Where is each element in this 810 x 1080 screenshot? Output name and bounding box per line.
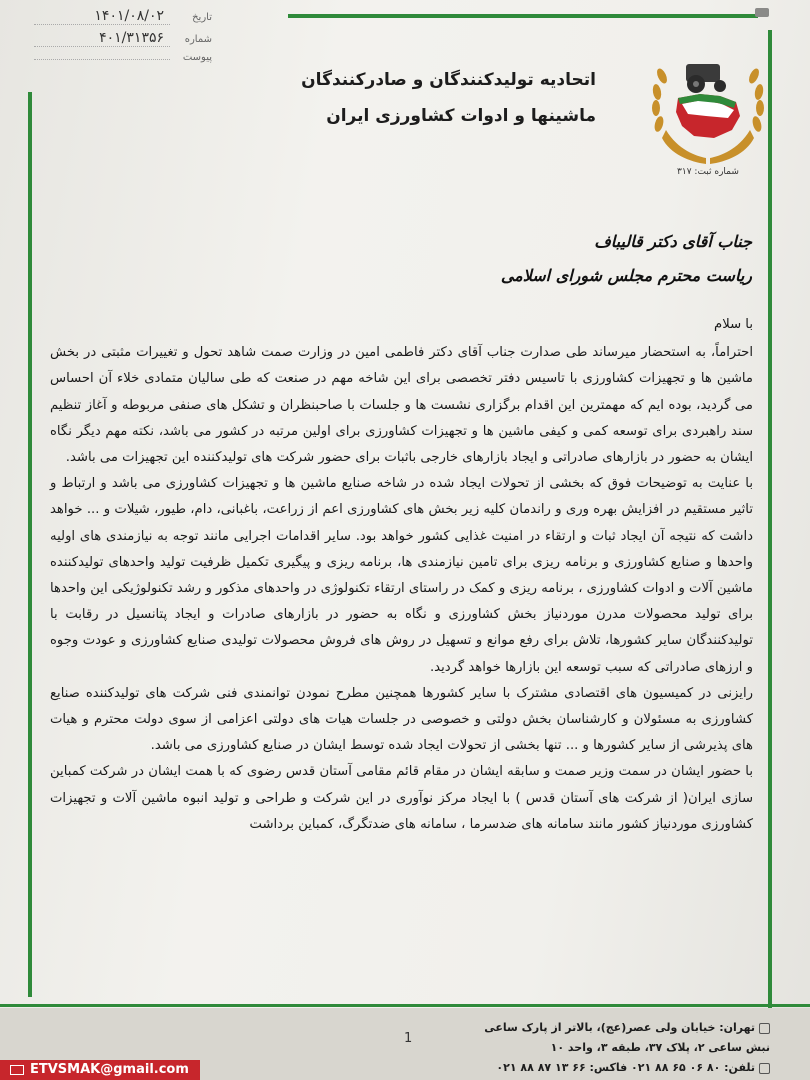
paragraph: احتراماً، به استحضار میرساند طی صدارت جناب آقای دکتر فاطمی امین در وزارت صمت شاهد تحول و تغییرات مثبتی در بخش ماشین ها و تجهیزات کشاورزی با تاسیس دفتر تخصصی برای این شاخه مهم در صنعت که طی سالیان متمادی خلاء آن احساس می گردید، بوده ایم که مهمترین این اقدام برگزاری نشست ها و جلسات با صاحبنظران و تشکل های صنفی مربوطه و آغاز تنظیم سند راهبردی برای توسعه کمی و کیفی ماشین ها و تجهیزات کشاورزی برای اولین مرتبه در کشور می باشد، نکته مهم دیگر نگاه ایشان به حضور در بازارهای صادراتی و ایجاد بازارهای خارجی باثبات برای حضور شرکت های تولیدکننده این تجهیزات می باشد.: [50, 345, 753, 466]
attachment-label: پیوست: [182, 52, 212, 63]
top-green-rule: [288, 14, 758, 18]
date-value: ۱۴۰۱/۰۸/۰۲: [34, 8, 170, 25]
number-value: ۴۰۱/۳۱۳۵۶: [34, 30, 170, 47]
phone-line: [470, 1058, 770, 1078]
phone-line-text: تلفن: ۸۰ ۰۶ ۶۵ ۸۸ ۰۲۱ فاکس: ۶۶ ۱۳ ۸۷ ۸۸ ۰۲۱: [496, 1061, 755, 1074]
email-address[interactable]: ETVSMAK@gmail.com: [30, 1062, 189, 1077]
union-name-line-1: اتحادیه تولیدکنندگان و صادرکنندگان: [301, 70, 596, 90]
number-row: [22, 30, 212, 52]
date-label: تاریخ: [192, 12, 212, 23]
footer-green-rule: [0, 1004, 810, 1007]
addressee: [152, 225, 752, 293]
registration-number: شماره ثبت: ۳۱۷: [677, 167, 739, 176]
attachment-value: [34, 59, 170, 60]
union-name: [176, 62, 596, 134]
right-green-rule: [768, 30, 772, 1030]
mail-icon: [10, 1065, 24, 1075]
location-icon: [759, 1023, 770, 1034]
greeting: با سلام: [714, 317, 753, 332]
number-label: شماره: [184, 34, 212, 45]
address-line-2: نبش ساعی ۲، پلاک ۳۷، طبقه ۳، واحد ۱۰: [550, 1041, 770, 1054]
top-corner-mark: [755, 8, 769, 17]
union-logo: [648, 46, 768, 176]
footer-address: [470, 1018, 770, 1078]
left-green-rule: [28, 92, 32, 997]
iran-map-icon: [676, 94, 740, 138]
date-row: [22, 8, 212, 30]
union-name-line-2: ماشینها و ادوات کشاورزی ایران: [326, 106, 596, 126]
addressee-name: جناب آقای دکتر قالیباف: [594, 232, 752, 251]
addressee-title: ریاست محترم مجلس شورای اسلامی: [500, 266, 752, 285]
page-number: 1: [404, 1031, 413, 1046]
paragraph: رایزنی در کمیسیون های اقتصادی مشترک با سایر کشورها همچنین مطرح نمودن توانمندی فنی شرکت های تولیدکننده صنایع کشاورزی به مسئولان و کارشناسان بخش دولتی و خصوصی در جلسات هیات های دولتی اعزامی از سوی دولت محترم و هیات های پذیرشی از سایر کشورها و ... تنها بخشی از تحولات ایجاد شده توسط ایشان در صنایع کشاورزی می باشد.: [50, 685, 753, 754]
paragraph: با عنایت به توضیحات فوق که بخشی از تحولات ایجاد شده در شاخه صنایع ماشین ها و تجهیزات کشاورزی می باشد و ارتباط و تاثیر مستقیم در افزایش بهره وری و راندمان کلیه زیر بخش های کشاورزی اعم از زراعت، باغبانی، دام، طیور، شیلات و ... خواهد داشت که نتیجه آن ایجاد ثبات و ارتقاء در امنیت غذایی کشور خواهد بود. سایر اقدامات اجرایی مانند توجه به نیازمندی های اولیه واحدها و صنایع کشاورزی و برنامه ریزی برای تامین نیازمندی ها، برنامه ریزی و پیگیری تکمیل ظرفیت تولید واحدهای تولیدکننده ماشین آلات و ادوات کشاورزی ، برنامه ریزی و کمک در راستای ارتقاء تکنولوژی در واحدهای مذکور و رشد تکنولوژیکی این واحدها برای تولید محصولات مدرن موردنیاز بخش کشاورزی و نگاه به حضور در بازارهای صادرات و ایجاد پتانسیل در رقابت با تولیدکنندگان سایر کشورها، تلاش برای رفع موانع و تسهیل در روش های فروش محصولات تولیدی صنایع کشاورزی و عودت وجوه و ارزهای صادراتی که سبب توسعه این بازارها خواهد گردید.: [50, 476, 753, 675]
letter-body: [50, 312, 753, 838]
address-line-1-text: تهران: خیابان ولی عصر(عج)، بالاتر از پارک ساعی: [484, 1021, 755, 1034]
address-line-1: [470, 1018, 770, 1038]
tractor-icon: [686, 64, 726, 93]
email-bar: [0, 1060, 200, 1080]
phone-icon: [759, 1063, 770, 1074]
paragraph: با حضور ایشان در سمت وزیر صمت و سابقه ایشان در مقام قائم مقامی آستان قدس رضوی که با همت ایشان در شرکت کمباین سازی ایران( از شرکت های آستان قدس ) با ایجاد مرکز نوآوری در این شرکت و طراحی و تولید انبوه ماشین آلات و تجهیزات کشاورزی موردنیاز کشور مانند سامانه های ضدسرما ، سامانه های ضدتگرگ، کمباین برداشت: [50, 764, 753, 832]
